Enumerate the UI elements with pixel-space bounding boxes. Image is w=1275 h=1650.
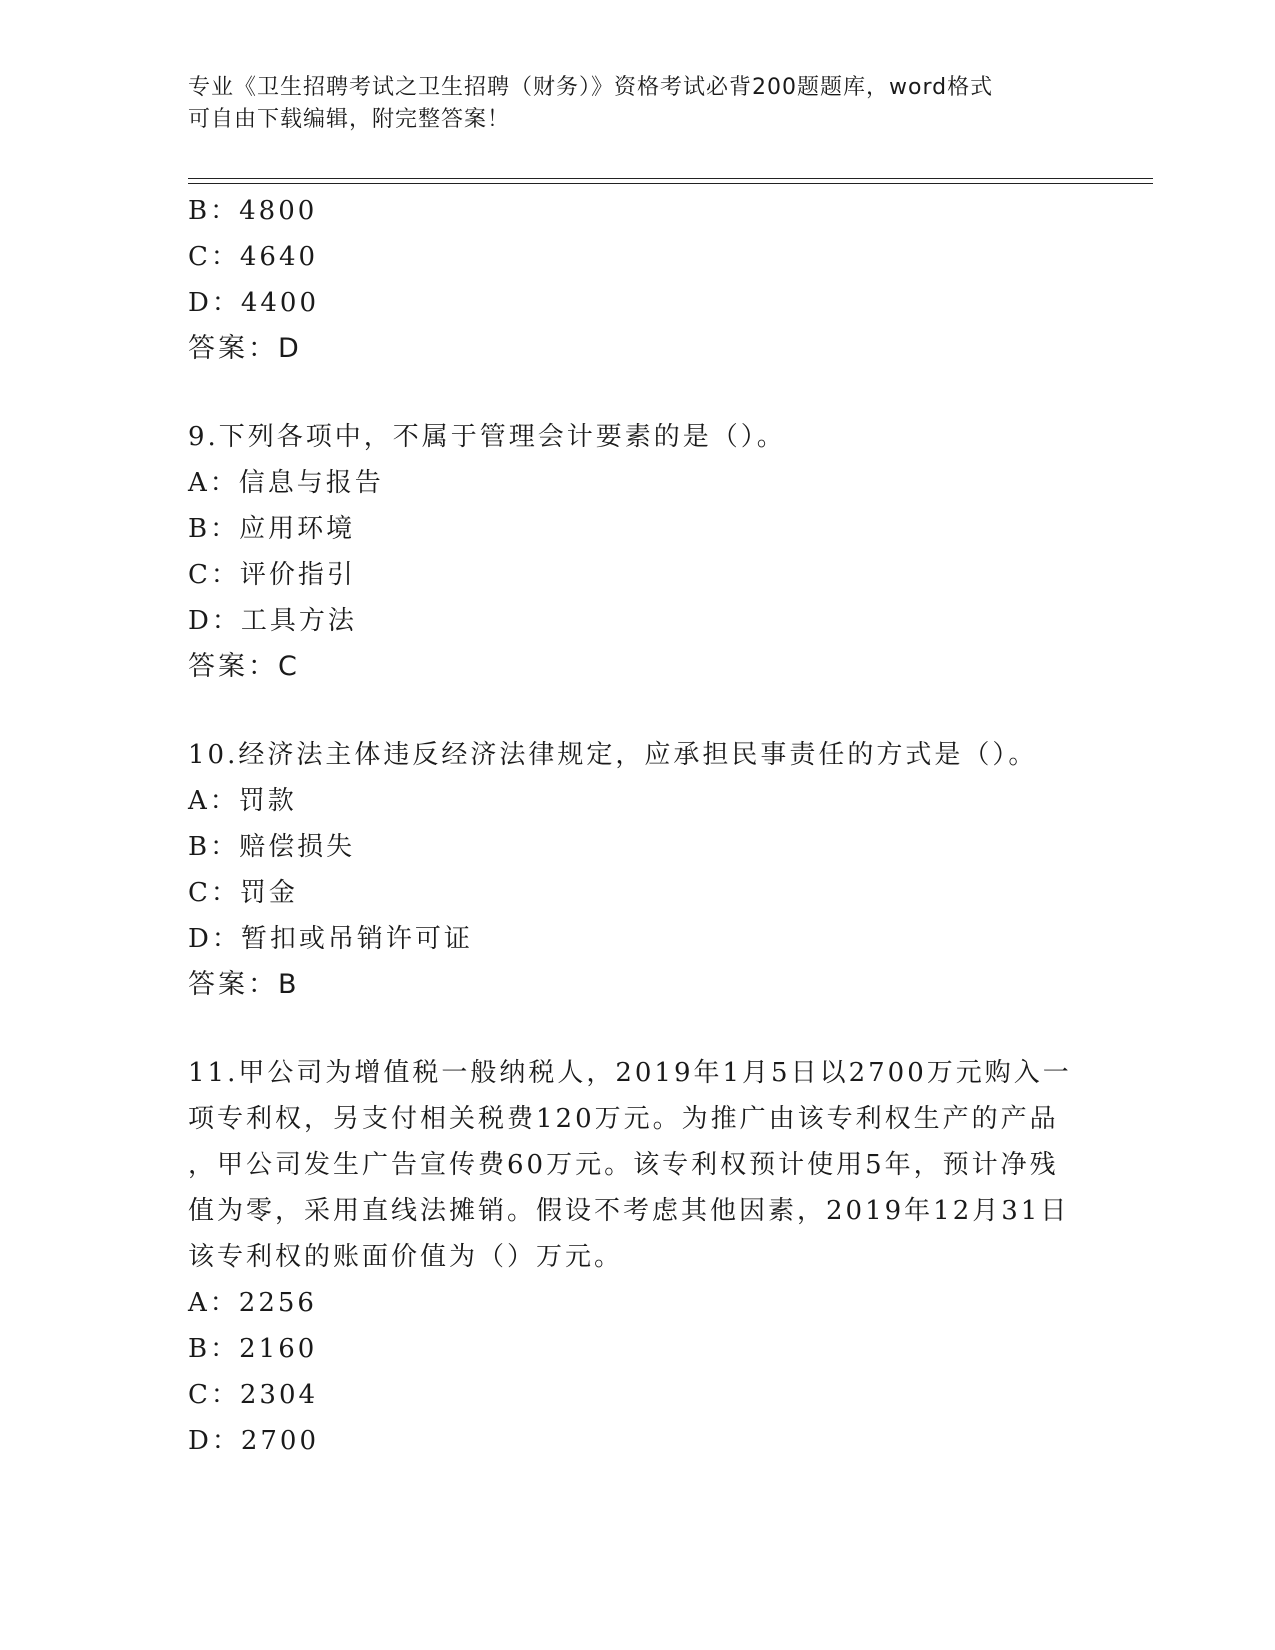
question-stem-line: 11.甲公司为增值税一般纳税人，2019年1月5日以2700万元购入一 bbox=[188, 1058, 1072, 1088]
question-9 bbox=[188, 414, 1088, 690]
option-b: B：2160 bbox=[188, 1334, 318, 1364]
question-stem: 10.经济法主体违反经济法律规定，应承担民事责任的方式是（）。 bbox=[188, 740, 1038, 770]
question-stem-line: 项专利权，另支付相关税费120万元。为推广由该专利权生产的产品 bbox=[188, 1104, 1059, 1134]
question-10 bbox=[188, 732, 1088, 1008]
answer-label: 答案：B bbox=[188, 969, 300, 1000]
question-stem: 9.下列各项中，不属于管理会计要素的是（）。 bbox=[188, 422, 786, 452]
option-b: B：4800 bbox=[188, 196, 318, 226]
answer-label: 答案：C bbox=[188, 651, 300, 682]
option-c: C：评价指引 bbox=[188, 560, 356, 590]
option-a: A：信息与报告 bbox=[188, 468, 384, 498]
question-stem-line: 值为零，采用直线法摊销。假设不考虑其他因素，2019年12月31日 bbox=[188, 1196, 1070, 1226]
answer-label: 答案：D bbox=[188, 333, 302, 364]
option-c: C：罚金 bbox=[188, 878, 298, 908]
question-stem-line: ，甲公司发生广告宣传费60万元。该专利权预计使用5年，预计净残 bbox=[188, 1150, 1059, 1180]
option-a: A：罚款 bbox=[188, 786, 297, 816]
option-d: D：2700 bbox=[188, 1426, 320, 1456]
header-divider-top bbox=[188, 178, 1153, 179]
header-divider-bottom bbox=[188, 183, 1153, 184]
question-11 bbox=[188, 1050, 1088, 1464]
document-header bbox=[188, 72, 1068, 136]
option-c: C：2304 bbox=[188, 1380, 319, 1410]
question-stem-line: 该专利权的账面价值为（）万元。 bbox=[188, 1242, 624, 1272]
header-title-line-2: 可自由下载编辑，附完整答案！ bbox=[188, 107, 511, 132]
option-b: B：应用环境 bbox=[188, 514, 356, 544]
option-a: A：2256 bbox=[188, 1288, 317, 1318]
option-b: B：赔偿损失 bbox=[188, 832, 356, 862]
option-d: D：4400 bbox=[188, 288, 320, 318]
option-c: C：4640 bbox=[188, 242, 319, 272]
option-d: D：暂扣或吊销许可证 bbox=[188, 924, 473, 954]
option-d: D：工具方法 bbox=[188, 606, 357, 636]
question-8-tail bbox=[188, 188, 1088, 372]
question-content bbox=[188, 188, 1088, 1464]
header-title-line-1: 专业《卫生招聘考试之卫生招聘（财务）》资格考试必背200题题库，word格式 bbox=[188, 75, 994, 100]
